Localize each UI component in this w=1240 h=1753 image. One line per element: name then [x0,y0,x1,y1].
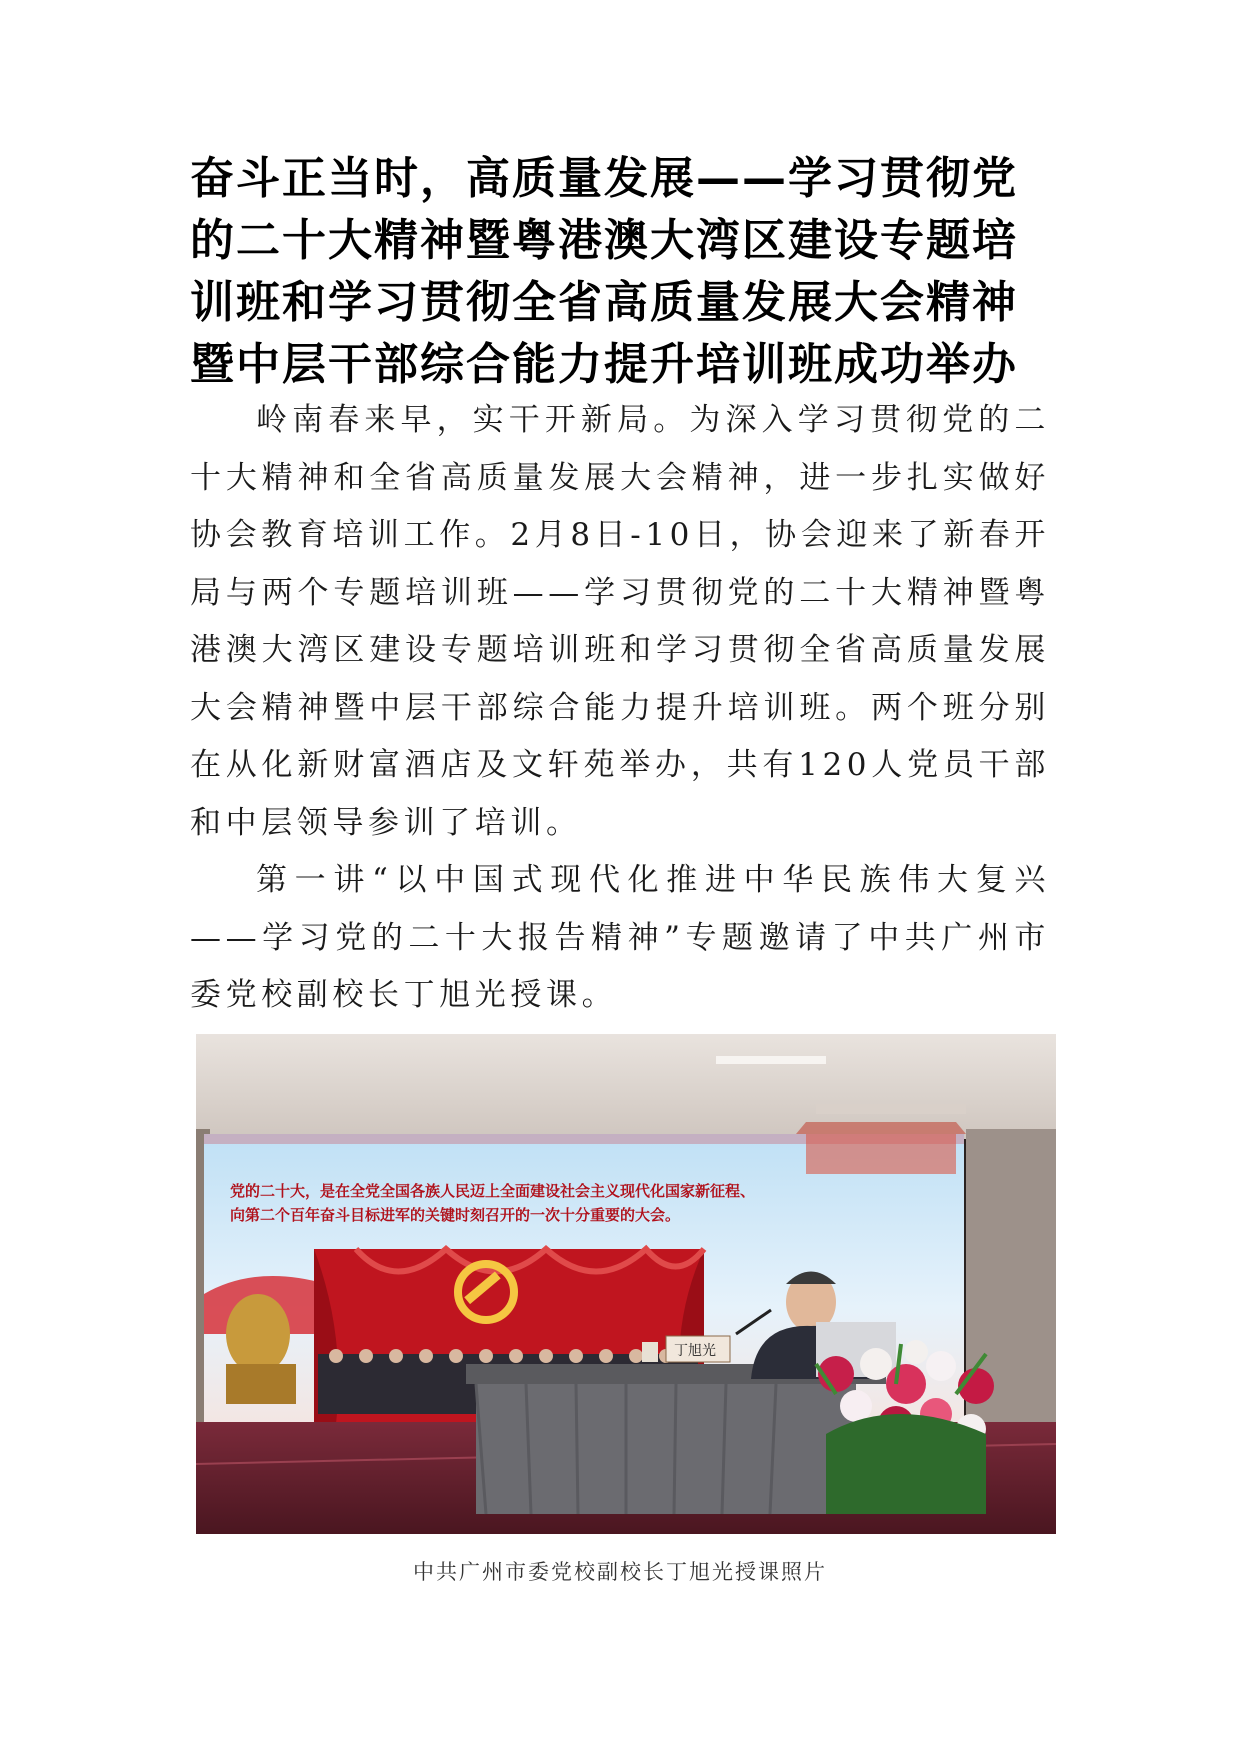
article-paragraph-1: 岭南春来早，实干开新局。为深入学习贯彻党的二十大精神和全省高质量发展大会精神，进一步扎实做好协会教育培训工作。2月8日-10日，协会迎来了新春开局与两个专题培训班——学习贯彻党的二十大精神暨粤港澳大湾区建设专题培训班和学习贯彻全省高质量发展大会精神暨中层干部综合能力提升培训班。两个班分别在从化新财富酒店及文轩苑举办，共有120人党员干部和中层领导参训了培训。 [190,402,1050,841]
slide-text-line-1: 党的二十大，是在全党全国各族人民迈上全面建设社会主义现代化国家新征程、 [230,1182,756,1200]
photo-caption: 中共广州市委党校副校长丁旭光授课照片 [413,1560,827,1584]
article-title: 奋斗正当时，高质量发展——学习贯彻党的二十大精神暨粤港澳大湾区建设专题培训班和学习贯彻全省高质量发展大会精神暨中层干部综合能力提升培训班成功举办 [190,153,1018,390]
slide-text-line-2: 向第二个百年奋斗目标进军的关键时刻召开的一次十分重要的大会。 [230,1206,681,1224]
speaker-nameplate: 丁旭光 [674,1343,716,1359]
article-paragraph-2: 第一讲“以中国式现代化推进中华民族伟大复兴——学习党的二十大报告精神”专题邀请了中共广州市委党校副校长丁旭光授课。 [190,862,1050,1013]
lecture-photo [196,1034,1056,1534]
lecture-photo-illustration [196,1034,1056,1534]
